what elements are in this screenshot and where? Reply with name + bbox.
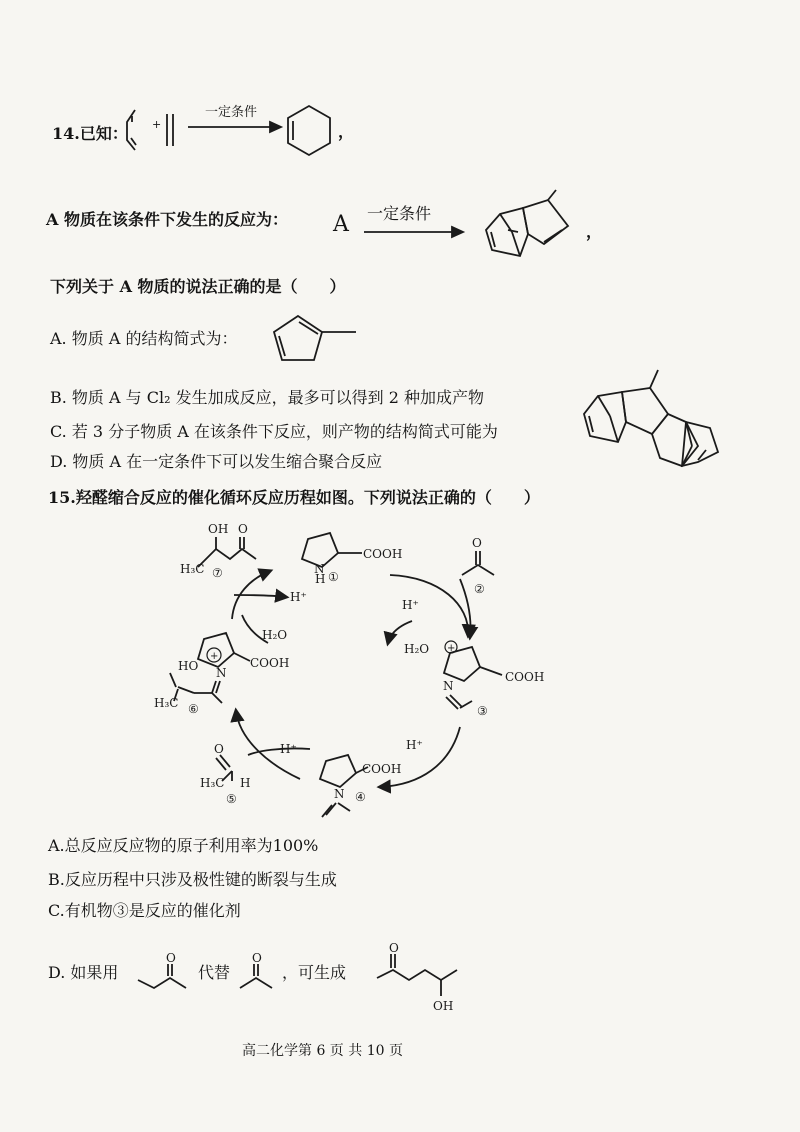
c2-num: ② <box>474 582 485 596</box>
q14-line2: A 物质在该条件下发生的反应为： <box>46 210 288 229</box>
compound-2-acetone <box>462 536 494 596</box>
c6-ho: HO <box>178 659 199 673</box>
hydroxyketone-product-structure <box>373 940 463 1012</box>
h-plus-2: H⁺ <box>402 598 419 612</box>
q14-question: 下列关于 A 物质的说法正确的是（ ） <box>50 277 346 296</box>
q14-option-a: A. 物质 A 的结构简式为： <box>50 329 238 348</box>
h-plus-3: H⁺ <box>406 738 423 752</box>
c6-plus: + <box>210 651 219 662</box>
q15-option-c: C.有机物③是反应的催化剂 <box>48 901 241 920</box>
c5-h3c: H₃C <box>200 776 225 790</box>
compound-5-acetaldehyde <box>200 742 250 806</box>
c3-cooh: COOH <box>505 670 545 684</box>
compound-6-iminium-adduct <box>154 633 289 716</box>
c1-cooh: COOH <box>363 547 403 561</box>
acetone-structure <box>236 950 280 992</box>
c4-num: ④ <box>355 790 366 804</box>
q14-comma: ， <box>338 122 355 141</box>
reaction-arrow-2 <box>362 225 472 239</box>
c3-plus: + <box>447 643 456 654</box>
h2o-2: H₂O <box>262 628 288 642</box>
butanone-structure <box>134 950 196 992</box>
q14-option-b: B. 物质 A 与 Cl₂ 发生加成反应，最多可以得到 2 种加成产物 <box>50 388 484 407</box>
svg-text:O: O <box>472 536 482 550</box>
c6-h3c: H₃C <box>154 696 179 710</box>
c4-n: N <box>334 787 345 801</box>
trimer-product-structure <box>578 366 730 478</box>
h-plus-4: H⁺ <box>280 742 297 756</box>
c7-oh: OH <box>208 522 229 536</box>
c7-num: ⑦ <box>212 566 223 580</box>
q15-question: 15.羟醛缩合反应的催化循环反应历程如图。下列说法正确的（ ） <box>48 488 540 507</box>
methylcyclopentadiene-structure <box>268 312 363 372</box>
q15-option-d-mid: 代替 <box>198 963 231 982</box>
optd-o2: O <box>252 951 262 965</box>
optd-o1: O <box>166 951 176 965</box>
compound-7-aldol-product <box>180 522 256 580</box>
h-plus-1: H⁺ <box>290 590 307 604</box>
q14-comma2: ， <box>586 222 603 241</box>
q14-reactant-a: A <box>333 212 349 237</box>
q14-option-c: C. 若 3 分子物质 A 在该条件下反应，则产物的结构简式可能为 <box>50 422 498 441</box>
q14-option-d: D. 物质 A 在一定条件下可以发生缩合聚合反应 <box>50 452 383 471</box>
q15-option-d-suffix: ，可生成 <box>282 963 347 982</box>
c4-cooh: COOH <box>362 762 402 776</box>
optd-o3: O <box>389 941 399 955</box>
c3-num: ③ <box>477 704 488 718</box>
c7-o: O <box>238 522 248 536</box>
catalytic-cycle-diagram <box>150 515 550 820</box>
q15-option-d-prefix: D. 如果用 <box>48 963 119 982</box>
c7-h3c: H₃C <box>180 562 205 576</box>
h2o-1: H₂O <box>404 642 430 656</box>
cyclohexene-structure <box>283 103 335 159</box>
c1-n: N <box>314 562 325 576</box>
svg-text:O: O <box>214 742 224 756</box>
c6-n: N <box>216 666 227 680</box>
c3-n: N <box>443 679 454 693</box>
q15-option-a: A.总反应反应物的原子利用率为100% <box>48 836 319 855</box>
dimer-product-structure <box>478 186 583 268</box>
compound-1-proline <box>302 533 402 586</box>
c6-cooh: COOH <box>250 656 290 670</box>
c5-num: ⑤ <box>226 792 237 806</box>
q14-plus: + <box>152 118 162 131</box>
q15-option-b: B.反应历程中只涉及极性键的断裂与生成 <box>48 870 337 889</box>
page-footer: 高二化学第 6 页 共 10 页 <box>242 1043 403 1059</box>
optd-oh: OH <box>433 999 454 1013</box>
reaction-arrow-1 <box>186 120 286 134</box>
compound-3-iminium <box>443 641 544 718</box>
q14-prefix: 14.已知： <box>52 124 128 143</box>
q14-arrow-label: 一定条件 <box>205 105 258 120</box>
c1-num: ① <box>328 570 339 584</box>
q14-arrow2-label: 一定条件 <box>367 204 432 223</box>
c6-num: ⑥ <box>188 702 199 716</box>
c5-h: H <box>240 776 251 790</box>
c1-nh: H <box>315 572 326 586</box>
